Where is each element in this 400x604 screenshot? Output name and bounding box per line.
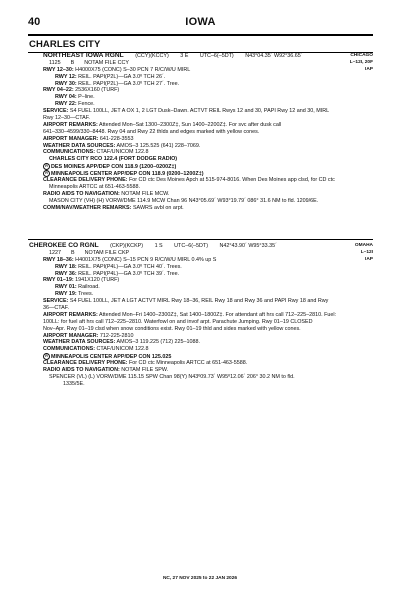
runway-line: RWY 04–22: 2536X160 (TURF) — [43, 87, 120, 94]
comm-nav-line: COMM/NAV/WEATHER REMARKS: SAWRS avbl on arpt. — [43, 204, 184, 211]
airport-title-line — [29, 243, 373, 250]
page-footer: NC, 27 NOV 2025 to 22 JAN 2026 — [162, 576, 238, 581]
circled-r-icon: R — [43, 163, 50, 170]
service-line: SERVICE: S4 FUEL 100LL, JET A OX 1, 2 LGT Dusk–Dawn. ACTVT REIL Rwys 12 and 30, PAPI Rwy 12 and 30, MIRL — [43, 108, 330, 115]
city-heading: CHARLES CITY — [29, 39, 101, 50]
remarks-line-cont: Nov–Apr. Rwy 01–19 clsd when snow conditions exist. Rwy 01–19 thld and sides marked with yellow cones. — [43, 325, 301, 332]
airport-entry-cherokee — [29, 243, 373, 388]
manager-line: AIRPORT MANAGER: 712-225-2810 — [43, 332, 134, 339]
airport-ident: (CCY)(KCCY) — [135, 53, 169, 59]
runway-end-line: RWY 22: Fence. — [55, 101, 95, 108]
chart-ref-label: L–12I — [360, 249, 373, 255]
navaid-line: SPENCER (VL) (L) VORW/DME 115.15 SPW Chan 98(Y) N43º09.73´ W95º12.06´ 206° 30.2 NM to fld. — [49, 373, 295, 380]
circled-r-icon: R — [43, 353, 50, 360]
airport-ident: (CKP)(KCKP) — [110, 243, 144, 249]
remarks-line: AIRPORT REMARKS: Attended Mon–Fri 1400–2300Z‡, Sat 1400–1800Z‡. For attendant aft hrs call 712–225–2810. Fuel: — [43, 311, 337, 318]
airport-utc: UTC–6(–5DT) — [174, 243, 209, 249]
service-line-cont: 36—CTAF. — [43, 305, 69, 312]
runway-end-line: RWY 30: REIL. PAPI(P2L)—GA 3.0º TCH 27´. Tree. — [55, 80, 180, 87]
elev-line: 1227 B NOTAM FILE CKP — [49, 249, 130, 256]
comm-line: COMMUNICATIONS: CTAF/UNICOM 122.8 — [43, 346, 149, 353]
sectional-label: OMAHA — [354, 243, 373, 248]
runway-line: RWY 12–30: H4000X75 (CONC) S–30 PCN 7 R/C/W/U MIRL — [43, 66, 191, 73]
navaid-line: MASON CITY (VH) (H) VORW/DME 114.9 MCW Chan 96 N43°05.69´ W93°19.79´ 086° 31.6 NM to fld. 1209/6E. — [49, 197, 319, 204]
remarks-line: AIRPORT REMARKS: Attended Mon–Sat 1300–2300Z‡, Sun 1400–2200Z‡. For svc after dusk call — [43, 121, 282, 128]
runway-end-line: RWY 01: Railroad. — [55, 284, 100, 291]
airport-name: CHEROKEE CO RGNL — [29, 242, 99, 249]
weather-line: WEATHER DATA SOURCES: AMOS–3 125.525 (641) 228–7069. — [43, 142, 201, 149]
section-rule — [28, 239, 373, 240]
manager-line: AIRPORT MANAGER: 641-228-3553 — [43, 135, 134, 142]
radio-aids-line: RADIO AIDS TO NAVIGATION: NOTAM FILE SPW. — [43, 367, 169, 374]
airport-coords: N42°43.90´ W95°33.35´ — [219, 243, 277, 249]
comm-line: COMMUNICATIONS: CTAF/UNICOM 122.8 — [43, 149, 149, 156]
runway-end-line: RWY 04: P–line. — [55, 94, 95, 101]
clearance-line-cont: Minneapolis ARTCC at 651-463-5588. — [49, 183, 140, 190]
chart-ref-label: L–12I, 20F — [349, 59, 373, 65]
runway-end-line: RWY 18: REIL. PAPI(P4L)—GA 3.0º TCH 40´. Trees. — [55, 263, 182, 270]
iap-label: IAP — [365, 66, 373, 72]
radio-aids-line: RADIO AIDS TO NAVIGATION: NOTAM FILE MCW. — [43, 190, 170, 197]
sectional-label: CHICAGO — [350, 53, 373, 58]
page-header — [28, 16, 373, 32]
state-title: IOWA — [185, 16, 216, 28]
page-number: 40 — [28, 16, 41, 28]
airport-entry-charles-city — [29, 53, 373, 211]
runway-end-line: RWY 36: REIL. PAPI(P4L)—GA 3.0º TCH 39´. Tree. — [55, 270, 180, 277]
service-line: SERVICE: S4 FUEL 100LL, JET A LGT ACTVT MIRL Rwy 18–36, REIL Rwy 18 and Rwy 36 and PAPI Rwy 18 and Rwy — [43, 298, 329, 305]
runway-end-line: RWY 12: REIL. PAPI(P2L)—GA 3.0º TCH 26´. — [55, 73, 166, 80]
airport-name: NORTHEAST IOWA RGNL — [43, 52, 124, 59]
weather-line: WEATHER DATA SOURCES: AMOS–3 119.225 (712) 225–1088. — [43, 339, 200, 346]
remarks-line-cont: 100LL: for fuel aft hrs call 712–225–2810. Waterfowl on and invof arpt. Parachute Jumping. Rwy 01–19 CLOSED — [43, 318, 313, 325]
runway-end-line: RWY 19: Trees. — [55, 291, 94, 298]
runway-line: RWY 18–36: H4001X75 (CONC) S–15 PCN 9 R/C/W/U MIRL 0.4% up S — [43, 256, 217, 263]
approach-line: R DES MOINES APP/DEP CON 118.9 (1200–0200Z‡) — [29, 163, 373, 170]
airport-utc: UTC–6(–5DT) — [199, 53, 234, 59]
airport-location: 1 S — [154, 243, 163, 249]
rco-line: CHARLES CITY RCO 122.4 (FORT DODGE RADIO) — [49, 156, 178, 163]
elev-line: 1125 B NOTAM FILE CCY — [49, 59, 130, 66]
approach-line: R MINNEAPOLIS CENTER APP/DEP CON 125.025 — [29, 353, 373, 360]
approach-line: R MINNEAPOLIS CENTER APP/DEP CON 118.9 (0200–1200Z‡) — [29, 170, 373, 177]
airport-coords: N43°04.35´ W92°36.65´ — [245, 53, 303, 59]
runway-line: RWY 01–19: 1941X120 (TURF) — [43, 277, 120, 284]
remarks-line-cont: 641–330–4599/330–8448. Rwy 04 and Rwy 22 thlds and edges marked with yellow cones. — [43, 128, 260, 135]
service-line-cont: Rwy 12–30—CTAF. — [43, 115, 90, 122]
circled-r-icon: R — [43, 170, 50, 177]
clearance-line: CLEARANCE DELIVERY PHONE: For CD ctc Des Moines Apch at 515-974-8016. When Des Moines app clsd, for CD ctc — [43, 177, 335, 184]
airport-title-line — [29, 53, 373, 60]
navaid-line-cont: 1335/5E. — [63, 380, 85, 387]
iap-label: IAP — [365, 256, 373, 262]
clearance-line: CLEARANCE DELIVERY PHONE: For CD ctc Minneapolis ARTCC at 651-463-5588. — [43, 360, 248, 367]
airport-location: 3 E — [180, 53, 189, 59]
header-rule — [28, 34, 373, 36]
